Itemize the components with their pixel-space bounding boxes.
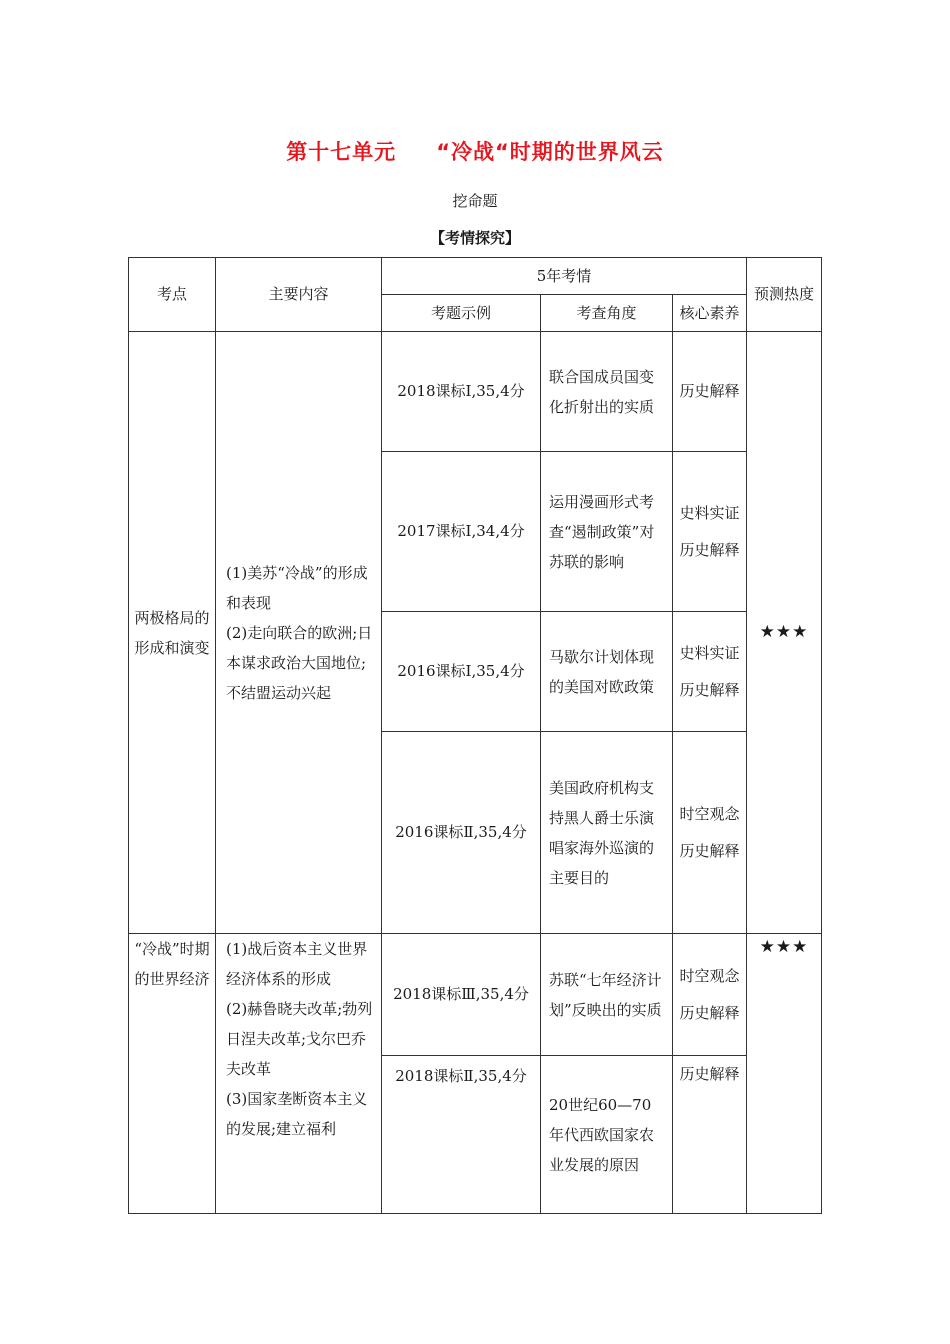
example-cell: 2017课标Ⅰ,34,4分 xyxy=(382,452,541,612)
angle-cell: 运用漫画形式考查“遏制政策”对苏联的影响 xyxy=(541,452,673,612)
literacy-cell: 历史解释 xyxy=(673,332,747,452)
literacy-cell: 历史解释 xyxy=(673,1056,747,1214)
header-content: 主要内容 xyxy=(216,258,382,332)
example-cell: 2016课标Ⅰ,35,4分 xyxy=(382,612,541,732)
literacy-cell: 史料实证 历史解释 xyxy=(673,452,747,612)
angle-cell: 联合国成员国变化折射出的实质 xyxy=(541,332,673,452)
table-row xyxy=(129,934,822,1056)
angle-cell: 美国政府机构支持黑人爵士乐演唱家海外巡演的主要目的 xyxy=(541,732,673,934)
angle-cell: 苏联“七年经济计划”反映出的实质 xyxy=(541,934,673,1056)
example-cell: 2018课标Ⅰ,35,4分 xyxy=(382,332,541,452)
kaodian-cell: “冷战”时期 的世界经济 xyxy=(129,934,216,1214)
heat-stars: ★★★ xyxy=(747,934,822,1214)
header-angle: 考查角度 xyxy=(541,295,673,332)
literacy-cell: 时空观念 历史解释 xyxy=(673,732,747,934)
table-caption: 【考情探究】 xyxy=(429,229,520,247)
header-heat: 预测热度 xyxy=(747,258,822,332)
header-example: 考题示例 xyxy=(382,295,541,332)
kaodian-cell: 两极格局的形成和演变 xyxy=(129,332,216,934)
angle-cell: 20世纪60—70年代西欧国家农业发展的原因 xyxy=(541,1056,673,1214)
literacy-cell: 时空观念 历史解释 xyxy=(673,934,747,1056)
header-literacy: 核心素养 xyxy=(673,295,747,332)
heat-stars: ★★★ xyxy=(747,332,822,934)
content-cell: (1)美苏“冷战”的形成和表现 (2)走向联合的欧洲;日本谋求政治大国地位;不结盟运动兴起 xyxy=(216,332,382,934)
header-kaodian: 考点 xyxy=(129,258,216,332)
content-cell: (1)战后资本主义世界经济体系的形成 (2)赫鲁晓夫改革;勃列日涅夫改革;戈尔巴乔夫改革 (3)国家垄断资本主义的发展;建立福利 xyxy=(216,934,382,1214)
section-subtitle: 挖命题 xyxy=(452,192,498,210)
header-five-year: 5年考情 xyxy=(382,258,747,295)
angle-cell: 马歇尔计划体现的美国对欧政策 xyxy=(541,612,673,732)
exam-analysis-table xyxy=(128,257,822,1214)
unit-topic: “冷战“时期的世界风云 xyxy=(436,140,664,164)
example-cell: 2018课标Ⅱ,35,4分 xyxy=(382,1056,541,1214)
page-title xyxy=(0,136,950,166)
literacy-cell: 史料实证 历史解释 xyxy=(673,612,747,732)
example-cell: 2018课标Ⅲ,35,4分 xyxy=(382,934,541,1056)
example-cell: 2016课标Ⅱ,35,4分 xyxy=(382,732,541,934)
unit-label: 第十七单元 xyxy=(286,140,397,164)
table-row xyxy=(129,332,822,452)
